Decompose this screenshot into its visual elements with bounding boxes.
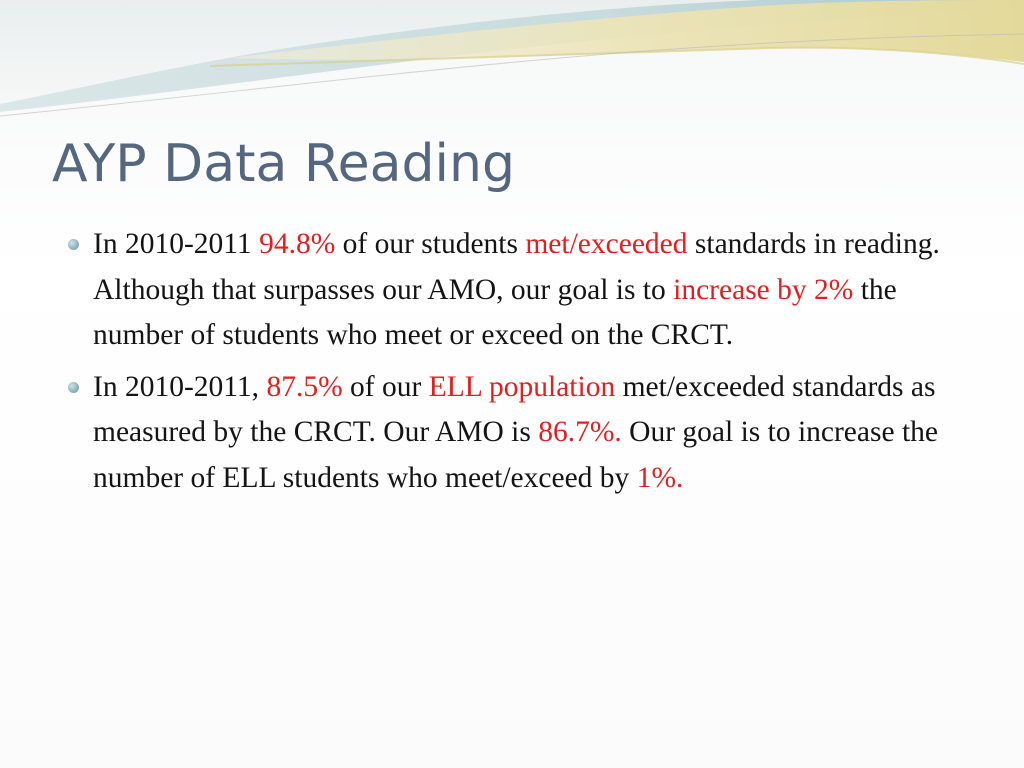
- bullet-dot-icon: [68, 239, 79, 250]
- text-segment: the number of students who meet or exceed on the CRCT.: [93, 273, 897, 351]
- highlight-ell-goal: 1%.: [636, 461, 684, 494]
- bullet-dot-icon: [68, 382, 79, 393]
- text-segment: met/exceeded standards as measured by the CRCT. Our AMO is: [93, 370, 936, 448]
- text-segment: of our students: [335, 228, 526, 260]
- decorative-wave-header: [0, 0, 1024, 140]
- bullet-item-ell: [60, 365, 965, 502]
- text-segment: standards in reading. Although that surpasses our AMO, our goal is to: [93, 228, 940, 306]
- highlight-amo-percentage: 86.7%.: [538, 416, 622, 448]
- bullet-item-reading: [60, 222, 965, 359]
- highlight-met-exceeded: met/exceeded: [525, 228, 688, 260]
- text-segment: In 2010-2011,: [93, 370, 267, 403]
- bullet-list: [60, 222, 965, 507]
- highlight-percentage: 94.8%: [259, 228, 336, 260]
- highlight-increase-goal: increase by 2%: [673, 273, 854, 306]
- highlight-ell-percentage: 87.5%: [266, 370, 343, 403]
- highlight-ell-population: ELL population: [428, 370, 616, 403]
- slide-title: AYP Data Reading: [52, 134, 515, 194]
- text-segment: In 2010-2011: [93, 228, 260, 260]
- text-segment: of our: [342, 370, 429, 403]
- text-segment: Our goal is to increase the number of ELL students who meet/exceed by: [93, 416, 938, 494]
